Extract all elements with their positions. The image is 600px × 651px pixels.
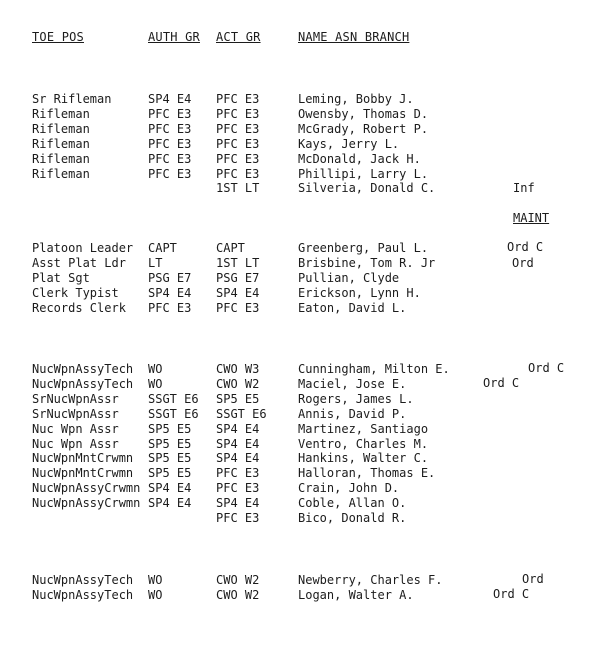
roster-act-grade: SP5 E5 xyxy=(216,391,260,406)
roster-position: Platoon Leader xyxy=(32,241,134,255)
branch-note-brisbine: Ord xyxy=(512,256,534,270)
roster-name: Rogers, James L. xyxy=(298,391,414,406)
roster-name: McDonald, Jack H. xyxy=(298,151,421,166)
roster-position: Plat Sgt xyxy=(32,270,90,285)
roster-auth-grade: SP4 E4 xyxy=(148,481,192,496)
roster-auth-grade: SP4 E4 xyxy=(148,285,192,300)
roster-row xyxy=(0,286,600,301)
roster-row xyxy=(0,152,600,167)
roster-name: Halloran, Thomas E. xyxy=(298,466,436,481)
section-label-maint: MAINT xyxy=(513,211,550,225)
roster-row xyxy=(0,466,600,481)
roster-act-grade: PFC E3 xyxy=(216,466,260,481)
roster-row xyxy=(0,271,600,286)
roster-row xyxy=(0,392,600,407)
roster-name: Phillipi, Larry L. xyxy=(298,166,429,181)
roster-row xyxy=(0,92,600,107)
roster-position: Rifleman xyxy=(32,151,90,166)
roster-auth-grade: SSGT E6 xyxy=(148,406,199,421)
roster-position: Sr Rifleman xyxy=(32,92,112,106)
roster-row xyxy=(0,107,600,122)
branch-note-maciel: Ord C xyxy=(483,376,520,390)
roster-position: Rifleman xyxy=(32,136,90,151)
roster-row xyxy=(0,407,600,422)
roster-act-grade: CAPT xyxy=(216,241,245,255)
branch-note-cunningham: Ord C xyxy=(528,361,565,375)
roster-auth-grade: PFC E3 xyxy=(148,151,192,166)
roster-act-grade: PFC E3 xyxy=(216,121,260,136)
roster-act-grade: 1ST LT xyxy=(216,255,260,270)
roster-position: NucWpnAssyTech xyxy=(32,573,134,587)
roster-auth-grade: PFC E3 xyxy=(148,300,192,315)
roster-act-grade: PSG E7 xyxy=(216,270,260,285)
roster-auth-grade: SP5 E5 xyxy=(148,436,192,451)
roster-row xyxy=(0,301,600,316)
roster-position: Asst Plat Ldr xyxy=(32,255,126,270)
roster-position: SrNucWpnAssr xyxy=(32,391,119,406)
roster-position: Records Clerk xyxy=(32,300,126,315)
roster-position: SrNucWpnAssr xyxy=(32,406,119,421)
roster-act-grade: PFC E3 xyxy=(216,92,260,106)
roster-auth-grade: SP4 E4 xyxy=(148,92,192,106)
roster-auth-grade: SP5 E5 xyxy=(148,451,192,466)
roster-auth-grade: SSGT E6 xyxy=(148,391,199,406)
roster-name: Hankins, Walter C. xyxy=(298,451,429,466)
roster-position: NucWpnMntCrwmn xyxy=(32,451,134,466)
roster-name: Ventro, Charles M. xyxy=(298,436,429,451)
roster-position: NucWpnAssyCrwmn xyxy=(32,481,141,496)
roster-row xyxy=(0,122,600,137)
roster-position: Rifleman xyxy=(32,121,90,136)
roster-row xyxy=(0,362,600,377)
roster-position: Rifleman xyxy=(32,166,90,181)
roster-name: Brisbine, Tom R. Jr xyxy=(298,255,436,270)
roster-act-grade: CWO W2 xyxy=(216,376,260,391)
roster-auth-grade: PFC E3 xyxy=(148,106,192,121)
roster-act-grade: PFC E3 xyxy=(216,300,260,315)
roster-auth-grade: SP5 E5 xyxy=(148,466,192,481)
roster-name: Bico, Donald R. xyxy=(298,511,407,525)
roster-act-grade: CWO W2 xyxy=(216,587,260,602)
roster-act-grade: CWO W3 xyxy=(216,362,260,376)
roster-auth-grade: WO xyxy=(148,587,163,602)
header-act-grade: ACT GR xyxy=(216,30,261,44)
roster-name: Erickson, Lynn H. xyxy=(298,285,421,300)
roster-position: Rifleman xyxy=(32,106,90,121)
roster-auth-grade: LT xyxy=(148,255,163,270)
roster-act-grade: PFC E3 xyxy=(216,481,260,496)
roster-name: Newberry, Charles F. xyxy=(298,573,443,587)
roster-act-grade: PFC E3 xyxy=(216,151,260,166)
roster-act-grade: SP4 E4 xyxy=(216,496,260,511)
roster-position: NucWpnAssyTech xyxy=(32,362,134,376)
roster-act-grade: PFC E3 xyxy=(216,106,260,121)
roster-position: Clerk Typist xyxy=(32,285,119,300)
branch-note-logan: Ord C xyxy=(493,587,530,601)
roster-position: NucWpnAssyTech xyxy=(32,376,134,391)
roster-row xyxy=(0,496,600,511)
roster-name: Leming, Bobby J. xyxy=(298,92,414,106)
roster-act-grade: PFC E3 xyxy=(216,136,260,151)
roster-name: Pullian, Clyde xyxy=(298,270,400,285)
roster-auth-grade: WO xyxy=(148,362,163,376)
roster-name: Crain, John D. xyxy=(298,481,400,496)
roster-row xyxy=(0,256,600,271)
roster-row xyxy=(0,181,600,196)
roster-auth-grade: WO xyxy=(148,376,163,391)
header-name-asn-branch: NAME ASN BRANCH xyxy=(298,30,410,44)
roster-auth-grade: SP5 E5 xyxy=(148,421,192,436)
roster-act-grade: SP4 E4 xyxy=(216,285,260,300)
roster-act-grade: 1ST LT xyxy=(216,181,260,196)
roster-row xyxy=(0,167,600,182)
branch-note-newberry: Ord xyxy=(522,572,544,586)
roster-auth-grade: SP4 E4 xyxy=(148,496,192,511)
branch-note-inf: Inf xyxy=(513,181,535,195)
roster-name: Logan, Walter A. xyxy=(298,587,414,602)
roster-row xyxy=(0,511,600,526)
roster-auth-grade: WO xyxy=(148,573,163,587)
roster-name: Annis, David P. xyxy=(298,406,407,421)
roster-name: Silveria, Donald C. xyxy=(298,181,436,196)
roster-name: Martinez, Santiago xyxy=(298,421,429,436)
roster-name: Eaton, David L. xyxy=(298,300,407,315)
roster-row xyxy=(0,573,600,588)
roster-position: NucWpnAssyCrwmn xyxy=(32,496,141,511)
roster-position: NucWpnAssyTech xyxy=(32,587,134,602)
roster-row xyxy=(0,481,600,496)
roster-name: Cunningham, Milton E. xyxy=(298,362,450,376)
roster-act-grade: PFC E3 xyxy=(216,511,260,525)
roster-name: McGrady, Robert P. xyxy=(298,121,429,136)
roster-name: Maciel, Jose E. xyxy=(298,376,407,391)
roster-name: Coble, Allan O. xyxy=(298,496,407,511)
roster-name: Kays, Jerry L. xyxy=(298,136,400,151)
header-auth-grade: AUTH GR xyxy=(148,30,200,44)
roster-position: NucWpnMntCrwmn xyxy=(32,466,134,481)
header-toe-pos: TOE POS xyxy=(32,30,84,44)
roster-row xyxy=(0,137,600,152)
branch-note-greenberg: Ord C xyxy=(507,240,544,254)
roster-auth-grade: CAPT xyxy=(148,241,177,255)
roster-auth-grade: PSG E7 xyxy=(148,270,192,285)
roster-row xyxy=(0,437,600,452)
roster-name: Greenberg, Paul L. xyxy=(298,241,429,255)
roster-act-grade: PFC E3 xyxy=(216,166,260,181)
roster-auth-grade: PFC E3 xyxy=(148,136,192,151)
roster-name: Owensby, Thomas D. xyxy=(298,106,429,121)
roster-position: Nuc Wpn Assr xyxy=(32,421,119,436)
roster-position: Nuc Wpn Assr xyxy=(32,436,119,451)
roster-act-grade: SP4 E4 xyxy=(216,451,260,466)
roster-auth-grade: PFC E3 xyxy=(148,166,192,181)
roster-row xyxy=(0,451,600,466)
roster-act-grade: SSGT E6 xyxy=(216,406,267,421)
roster-act-grade: SP4 E4 xyxy=(216,436,260,451)
roster-auth-grade: PFC E3 xyxy=(148,121,192,136)
roster-act-grade: CWO W2 xyxy=(216,573,260,587)
roster-act-grade: SP4 E4 xyxy=(216,421,260,436)
roster-row xyxy=(0,422,600,437)
